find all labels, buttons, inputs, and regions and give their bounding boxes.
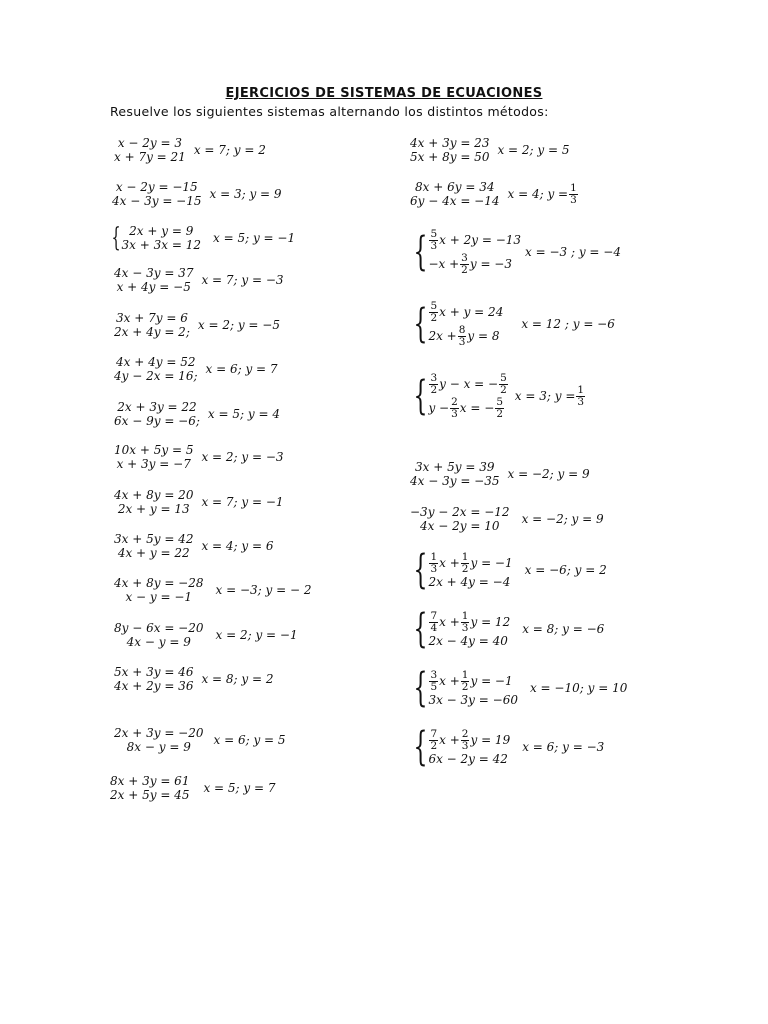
equation-2: 3x − 3y = −60 xyxy=(428,693,518,707)
equations xyxy=(110,774,189,802)
equation-2 xyxy=(428,324,499,348)
fraction xyxy=(429,670,438,693)
equation-text: y − x = − xyxy=(439,377,499,391)
numerator: 3 xyxy=(461,251,468,264)
numerator: 1 xyxy=(570,181,577,194)
brace-icon: { xyxy=(413,665,428,711)
numerator: 5 xyxy=(500,371,507,384)
denominator: 2 xyxy=(461,562,469,575)
solution: x = 7; y = −3 xyxy=(201,273,284,287)
solution xyxy=(508,183,579,206)
equations xyxy=(114,266,193,294)
fraction xyxy=(429,611,438,634)
equation-1: 8x + 3y = 61 xyxy=(110,774,190,788)
solution: x = 6; y = −3 xyxy=(522,740,605,754)
denominator: 2 xyxy=(430,311,438,324)
numerator: 1 xyxy=(461,668,469,681)
equations xyxy=(428,300,503,348)
solution: x = 3; y = 9 xyxy=(209,187,282,201)
equations xyxy=(114,532,193,560)
equation-2: 5x + 8y = 50 xyxy=(410,150,490,164)
solution: x = −2; y = 9 xyxy=(521,512,604,526)
denominator: 3 xyxy=(458,335,466,348)
equation-1: x − 2y = 3 xyxy=(117,136,182,150)
solution: x = 4; y = 6 xyxy=(201,539,274,553)
system-left-7 xyxy=(114,400,280,428)
equation-1: 8y − 6x = −20 xyxy=(114,621,204,635)
fraction xyxy=(499,373,508,396)
system-left-15 xyxy=(110,774,276,802)
equation-1: 4x − 3y = 37 xyxy=(114,266,194,280)
fraction xyxy=(460,253,469,276)
system-right-8 xyxy=(402,547,607,593)
brace-icon: { xyxy=(413,373,428,419)
numerator: 7 xyxy=(430,727,438,740)
system-left-3 xyxy=(104,224,295,252)
system-right-4 xyxy=(402,300,615,348)
equations xyxy=(410,505,510,533)
brace-icon: { xyxy=(111,223,121,253)
solution: x = 8; y = −6 xyxy=(522,622,605,636)
equations xyxy=(122,224,201,252)
denominator: 3 xyxy=(461,739,469,752)
brace-icon: { xyxy=(413,301,428,347)
solution: x = 7; y = −1 xyxy=(201,495,284,509)
equation-1: 10x + 5y = 5 xyxy=(114,443,194,457)
equation-text: x + xyxy=(439,733,460,747)
solution: x = 2; y = −5 xyxy=(197,318,280,332)
denominator: 2 xyxy=(496,407,503,420)
equations xyxy=(410,136,489,164)
equation-2: 2x + y = 13 xyxy=(117,502,190,516)
equation-text: 2x + xyxy=(428,329,457,343)
system-left-2 xyxy=(112,180,282,208)
instructions: Resuelve los siguientes sistemas alternando los distintos métodos: xyxy=(110,104,549,119)
solution: x = 8; y = 2 xyxy=(201,672,274,686)
equation-2: 4x + y = 22 xyxy=(117,546,190,560)
equation-1 xyxy=(428,728,510,752)
solution: x = −2; y = 9 xyxy=(507,467,590,481)
equation-1: 2x + 3y = 22 xyxy=(117,400,197,414)
page-title xyxy=(0,86,768,101)
equations xyxy=(114,311,190,339)
numerator: 7 xyxy=(430,609,438,622)
fraction xyxy=(429,373,438,396)
system-right-2 xyxy=(410,180,579,208)
equations xyxy=(114,136,186,164)
numerator: 2 xyxy=(451,395,458,408)
equation-2 xyxy=(428,252,512,276)
equation-text: y = 19 xyxy=(470,733,511,747)
solution: x = 12 ; y = −6 xyxy=(521,317,615,331)
system-left-11 xyxy=(114,576,311,604)
fraction xyxy=(429,552,438,575)
system-left-10 xyxy=(114,532,274,560)
solution: x = 5; y = 4 xyxy=(207,407,280,421)
fraction xyxy=(576,385,585,408)
equations xyxy=(114,621,204,649)
system-right-11 xyxy=(402,724,605,770)
denominator: 2 xyxy=(430,739,438,752)
brace-icon: { xyxy=(413,606,428,652)
solution: x = 2; y = 5 xyxy=(497,143,570,157)
equation-2: 4x − 3y = −35 xyxy=(410,474,500,488)
equation-2: 8x − y = 9 xyxy=(126,740,191,754)
equation-text: x + 2y = −13 xyxy=(439,233,522,247)
equation-text: −x + xyxy=(428,257,460,271)
solution: x = −3; y = − 2 xyxy=(215,583,312,597)
equations xyxy=(428,669,518,707)
equation-2: 4x − y = 9 xyxy=(126,635,191,649)
equation-2: 2x + 5y = 45 xyxy=(110,788,190,802)
brace-icon: { xyxy=(413,724,428,770)
solution: x = −3 ; y = −4 xyxy=(525,245,621,259)
equations xyxy=(114,576,204,604)
equation-1 xyxy=(428,372,508,396)
equation-1: 3x + 7y = 6 xyxy=(116,311,188,325)
equations xyxy=(112,180,202,208)
numerator: 2 xyxy=(461,727,469,740)
equation-2: 4x + 2y = 36 xyxy=(114,679,194,693)
equation-text: x = − xyxy=(459,401,495,415)
numerator: 1 xyxy=(430,550,438,563)
denominator: 3 xyxy=(577,395,585,408)
equation-1 xyxy=(428,300,503,324)
title-text: EJERCICIOS DE SISTEMAS DE ECUACIONES xyxy=(225,86,543,101)
equation-text: y = 12 xyxy=(470,615,511,629)
numerator: 3 xyxy=(430,371,438,384)
numerator: 1 xyxy=(461,609,469,622)
equations xyxy=(410,460,500,488)
fraction xyxy=(569,183,578,206)
system-left-6 xyxy=(114,355,278,383)
equation-1 xyxy=(428,228,521,252)
fraction xyxy=(461,552,470,575)
fraction xyxy=(458,325,467,348)
system-left-14 xyxy=(114,726,286,754)
fraction xyxy=(461,611,470,634)
equation-2: 6x − 9y = −6; xyxy=(114,414,200,428)
solution-text: x = 3; y = xyxy=(514,389,576,403)
numerator: 1 xyxy=(577,383,585,396)
equation-2: x + 4y = −5 xyxy=(116,280,191,294)
numerator: 5 xyxy=(496,395,503,408)
equation-text: x + y = 24 xyxy=(439,305,504,319)
numerator: 5 xyxy=(430,227,438,240)
equation-1 xyxy=(428,551,512,575)
equation-2: 4x − 3y = −15 xyxy=(112,194,202,208)
fraction xyxy=(429,729,438,752)
solution: x = 7; y = 2 xyxy=(193,143,266,157)
equations xyxy=(114,443,193,471)
fraction xyxy=(429,229,438,252)
equation-2: x + 3y = −7 xyxy=(116,457,191,471)
equation-1: 4x + 4y = 52 xyxy=(116,355,196,369)
system-left-13 xyxy=(114,665,274,693)
denominator: 2 xyxy=(430,383,438,396)
equation-2: 2x + 4y = −4 xyxy=(428,575,511,589)
system-right-6 xyxy=(410,460,590,488)
equations xyxy=(114,400,200,428)
equations xyxy=(428,551,512,589)
solution: x = −10; y = 10 xyxy=(529,681,628,695)
equation-text: y = 8 xyxy=(467,329,500,343)
system-right-10 xyxy=(402,665,628,711)
equations xyxy=(114,726,204,754)
equation-1: −3y − 2x = −12 xyxy=(410,505,510,519)
equations xyxy=(410,180,500,208)
equation-1: 2x + y = 9 xyxy=(129,224,194,238)
equation-2: x + 7y = 21 xyxy=(114,150,186,164)
equation-2: 6x − 2y = 42 xyxy=(428,752,508,766)
fraction xyxy=(429,301,438,324)
equations xyxy=(114,488,193,516)
equation-2: 2x − 4y = 40 xyxy=(428,634,508,648)
fraction xyxy=(450,397,459,420)
solution-text: x = 4; y = xyxy=(507,187,569,201)
denominator: 5 xyxy=(430,680,438,693)
system-right-5 xyxy=(402,372,586,420)
equation-1: 4x + 8y = 20 xyxy=(114,488,194,502)
equation-1 xyxy=(428,669,512,693)
numerator: 5 xyxy=(430,299,438,312)
denominator: 3 xyxy=(451,407,458,420)
system-right-1 xyxy=(410,136,570,164)
equation-text: x + xyxy=(439,556,460,570)
equation-1: 3x + 5y = 39 xyxy=(415,460,495,474)
equation-2: 4x − 2y = 10 xyxy=(420,519,500,533)
numerator: 1 xyxy=(461,550,469,563)
equation-1: 4x + 3y = 23 xyxy=(410,136,490,150)
fraction xyxy=(461,729,470,752)
denominator: 3 xyxy=(461,621,469,634)
equation-2 xyxy=(428,396,505,420)
solution: x = 5; y = −1 xyxy=(213,231,296,245)
equation-2: 4y − 2x = 16; xyxy=(114,369,198,383)
equation-1 xyxy=(428,610,510,634)
equation-text: y = −1 xyxy=(470,674,513,688)
equation-text: y = −1 xyxy=(470,556,513,570)
denominator: 2 xyxy=(461,680,469,693)
solution xyxy=(515,385,586,408)
equation-2: 3x + 3x = 12 xyxy=(121,238,201,252)
equation-1: 8x + 6y = 34 xyxy=(415,180,495,194)
equation-2: x − y = −1 xyxy=(125,590,193,604)
brace-icon: { xyxy=(413,229,428,275)
system-left-4 xyxy=(114,266,284,294)
system-right-7 xyxy=(410,505,604,533)
equation-2: 6y − 4x = −14 xyxy=(410,194,500,208)
system-left-5 xyxy=(114,311,280,339)
equations xyxy=(428,610,510,648)
equation-1: 5x + 3y = 46 xyxy=(114,665,194,679)
denominator: 2 xyxy=(500,383,507,396)
solution: x = 5; y = 7 xyxy=(203,781,276,795)
system-left-8 xyxy=(114,443,284,471)
denominator: 2 xyxy=(461,263,468,276)
system-right-9 xyxy=(402,606,605,652)
equation-text: y − xyxy=(428,401,450,415)
fraction xyxy=(461,670,470,693)
system-right-3 xyxy=(402,228,621,276)
solution: x = 2; y = −3 xyxy=(201,450,284,464)
system-left-1 xyxy=(114,136,266,164)
numerator: 8 xyxy=(458,323,466,336)
equation-1: 3x + 5y = 42 xyxy=(114,532,194,546)
equation-1: x − 2y = −15 xyxy=(115,180,198,194)
equations xyxy=(114,665,193,693)
system-left-12 xyxy=(114,621,298,649)
equation-text: x + xyxy=(439,615,460,629)
solution: x = 6; y = 5 xyxy=(213,733,286,747)
solution: x = 2; y = −1 xyxy=(215,628,298,642)
equation-1: 2x + 3y = −20 xyxy=(114,726,204,740)
system-left-9 xyxy=(114,488,284,516)
solution: x = 6; y = 7 xyxy=(205,362,278,376)
denominator: 3 xyxy=(570,193,577,206)
equations xyxy=(428,228,521,276)
numerator: 3 xyxy=(430,668,438,681)
denominator: 4 xyxy=(430,621,438,634)
equation-text: y = −3 xyxy=(469,257,512,271)
denominator: 3 xyxy=(430,562,438,575)
denominator: 3 xyxy=(430,239,438,252)
equation-text: x + xyxy=(439,674,460,688)
equation-1: 4x + 8y = −28 xyxy=(114,576,204,590)
solution: x = −6; y = 2 xyxy=(524,563,607,577)
equations xyxy=(428,728,510,766)
brace-icon: { xyxy=(413,547,428,593)
fraction xyxy=(495,397,504,420)
equations xyxy=(114,355,198,383)
equation-2: 2x + 4y = 2; xyxy=(114,325,190,339)
equations xyxy=(428,372,508,420)
